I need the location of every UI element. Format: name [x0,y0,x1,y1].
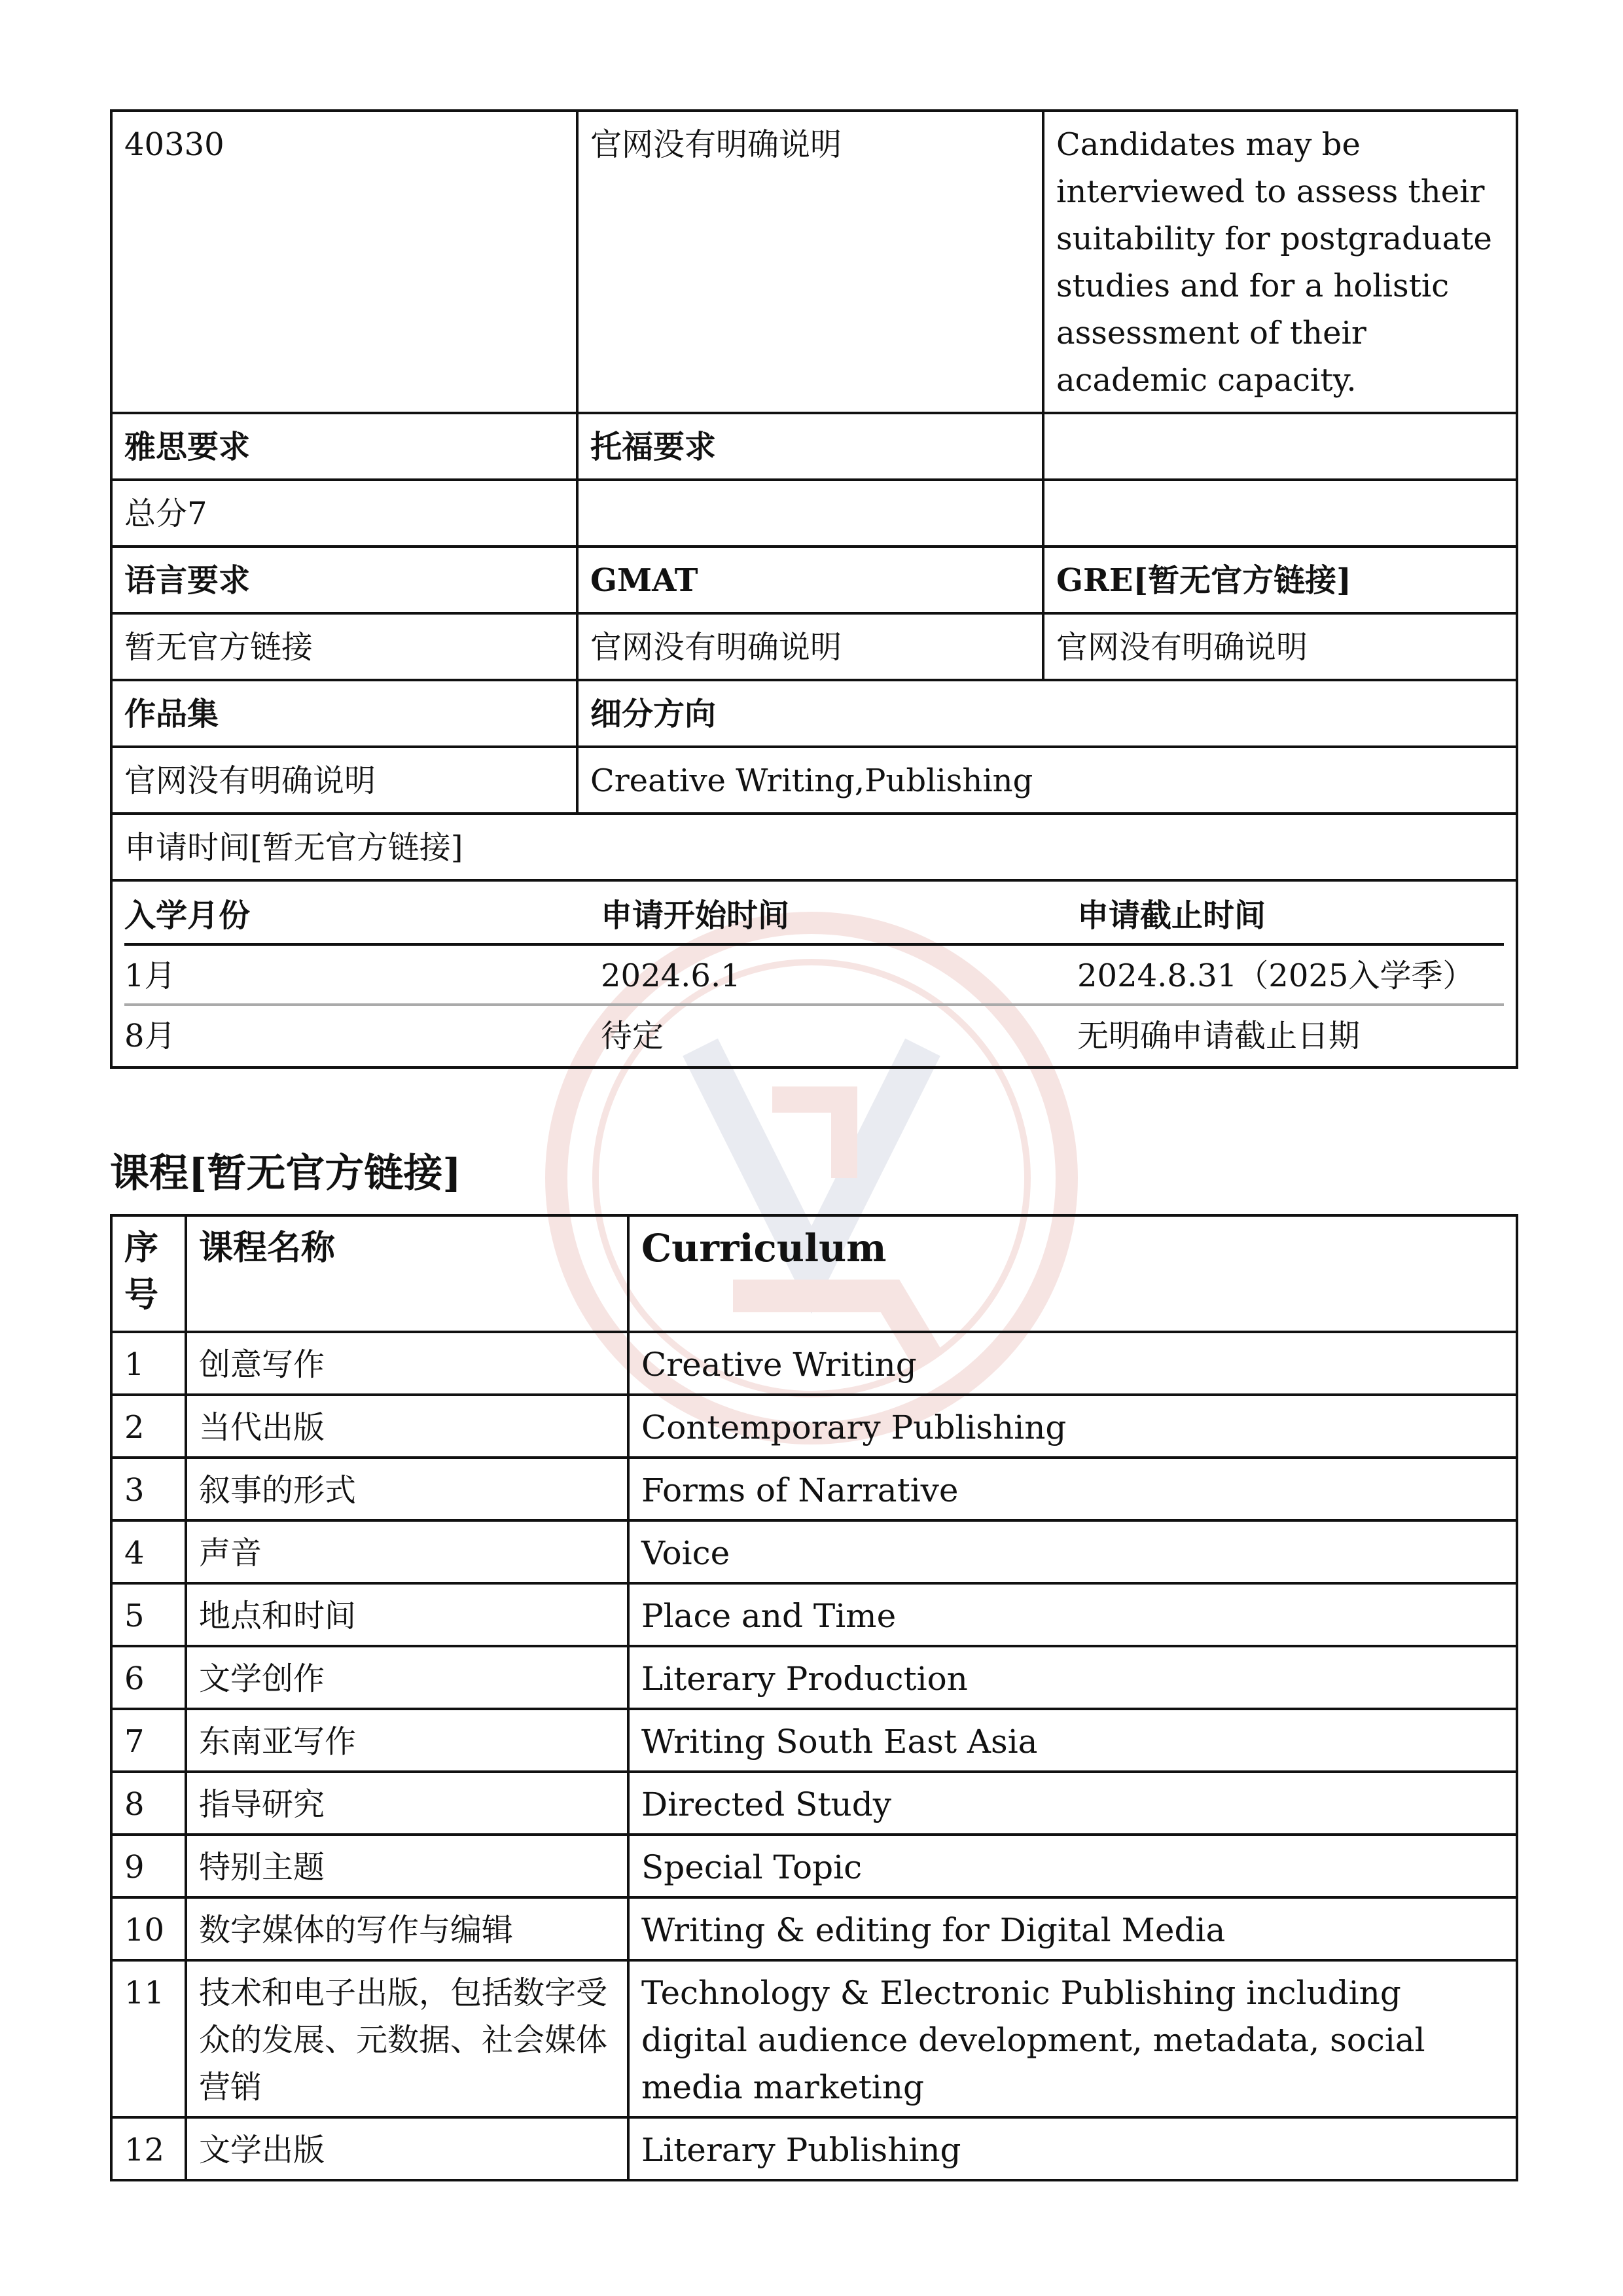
course-name-cn: 数字媒体的写作与编辑 [186,1897,628,1960]
course-name-en: Forms of Narrative [628,1458,1517,1520]
course-name-cn: 指导研究 [186,1772,628,1835]
requirements-table [110,109,1518,1069]
course-number: 8 [111,1772,186,1835]
course-name-en: Special Topic [628,1835,1517,1897]
course-name-cn: 特别主题 [186,1835,628,1897]
courses-table [110,1214,1518,2181]
dates-row-deadline: 无明确申请截止日期 [1077,1018,1361,1054]
gre-header: GRE[暂无官方链接] [1043,547,1517,613]
ielts-value: 总分7 [111,480,577,547]
course-name-cn: 地点和时间 [186,1583,628,1646]
course-number: 11 [111,1960,186,2117]
application-dates-table [124,886,1504,1064]
program-code: 40330 [111,111,577,413]
specialization-value: Creative Writing,Publishing [577,747,1517,814]
gmat-value: 官网没有明确说明 [577,613,1043,680]
application-time-label: 申请时间[暂无官方链接] [111,814,1517,880]
dates-header-start: 申请开始时间 [601,886,1077,944]
language-value: 暂无官方链接 [111,613,577,680]
course-name-cn: 技术和电子出版，包括数字受众的发展、元数据、社会媒体营销 [186,1960,628,2117]
application-dates-cell [111,880,1517,1067]
toefl-header: 托福要求 [577,413,1043,480]
course-number: 6 [111,1646,186,1709]
table-row [111,1646,1517,1709]
dates-header-intake: 入学月份 [124,886,601,944]
course-name-en: Writing & editing for Digital Media [628,1897,1517,1960]
course-name-en: Directed Study [628,1772,1517,1835]
empty-cell [1043,413,1517,480]
courses-title: 课程[暂无官方链接] [110,1151,461,1196]
courses-body [111,1332,1517,2180]
table-row [111,1583,1517,1646]
course-name-en: Voice [628,1520,1517,1583]
course-name-cn: 文学出版 [186,2117,628,2180]
course-name-en: Technology & Electronic Publishing including digital audience development, metadata, social media marketing [628,1960,1517,2117]
course-number: 7 [111,1709,186,1772]
course-header-en: Curriculum [628,1215,1517,1332]
table-row [111,2117,1517,2180]
interview-note-cn: 官网没有明确说明 [577,111,1043,413]
course-name-cn: 叙事的形式 [186,1458,628,1520]
course-name-en: Literary Publishing [628,2117,1517,2180]
course-name-en: Contemporary Publishing [628,1395,1517,1458]
dates-row-start: 待定 [601,1018,664,1054]
language-header: 语言要求 [111,547,577,613]
course-number: 12 [111,2117,186,2180]
table-row [111,1835,1517,1897]
course-name-cn: 创意写作 [186,1332,628,1395]
course-name-cn: 文学创作 [186,1646,628,1709]
dates-row-deadline: 2024.8.31（2025入学季） [1077,944,1504,1005]
course-number: 4 [111,1520,186,1583]
dates-row-intake: 8月 [124,1018,176,1054]
course-name-en: Writing South East Asia [628,1709,1517,1772]
course-name-cn: 当代出版 [186,1395,628,1458]
course-header-num: 序号 [111,1215,186,1332]
gmat-header: GMAT [577,547,1043,613]
specialization-header: 细分方向 [577,680,1517,747]
course-number: 2 [111,1395,186,1458]
course-number: 10 [111,1897,186,1960]
dates-row-intake: 1月 [124,944,601,1005]
course-number: 5 [111,1583,186,1646]
course-number: 3 [111,1458,186,1520]
ielts-header: 雅思要求 [111,413,577,480]
portfolio-value: 官网没有明确说明 [111,747,577,814]
table-row [111,1897,1517,1960]
table-row [111,1332,1517,1395]
table-row [111,1709,1517,1772]
portfolio-header: 作品集 [111,680,577,747]
table-row [111,1960,1517,2117]
dates-header-deadline: 申请截止时间 [1077,886,1504,944]
interview-note-en: Candidates may be interviewed to assess their suitability for postgraduate studies and for a holistic assessment of their academic capacity. [1043,111,1517,413]
course-name-en: Place and Time [628,1583,1517,1646]
course-name-en: Literary Production [628,1646,1517,1709]
course-number: 1 [111,1332,186,1395]
course-name-cn: 声音 [186,1520,628,1583]
course-number: 9 [111,1835,186,1897]
gre-value: 官网没有明确说明 [1043,613,1517,680]
table-row [111,1520,1517,1583]
course-name-en: Creative Writing [628,1332,1517,1395]
table-row [111,1458,1517,1520]
empty-cell [1043,480,1517,547]
table-row [111,1772,1517,1835]
course-name-cn: 东南亚写作 [186,1709,628,1772]
toefl-value [577,480,1043,547]
table-row [111,1395,1517,1458]
course-header-cn: 课程名称 [186,1215,628,1332]
dates-row-start: 2024.6.1 [601,944,1077,1005]
